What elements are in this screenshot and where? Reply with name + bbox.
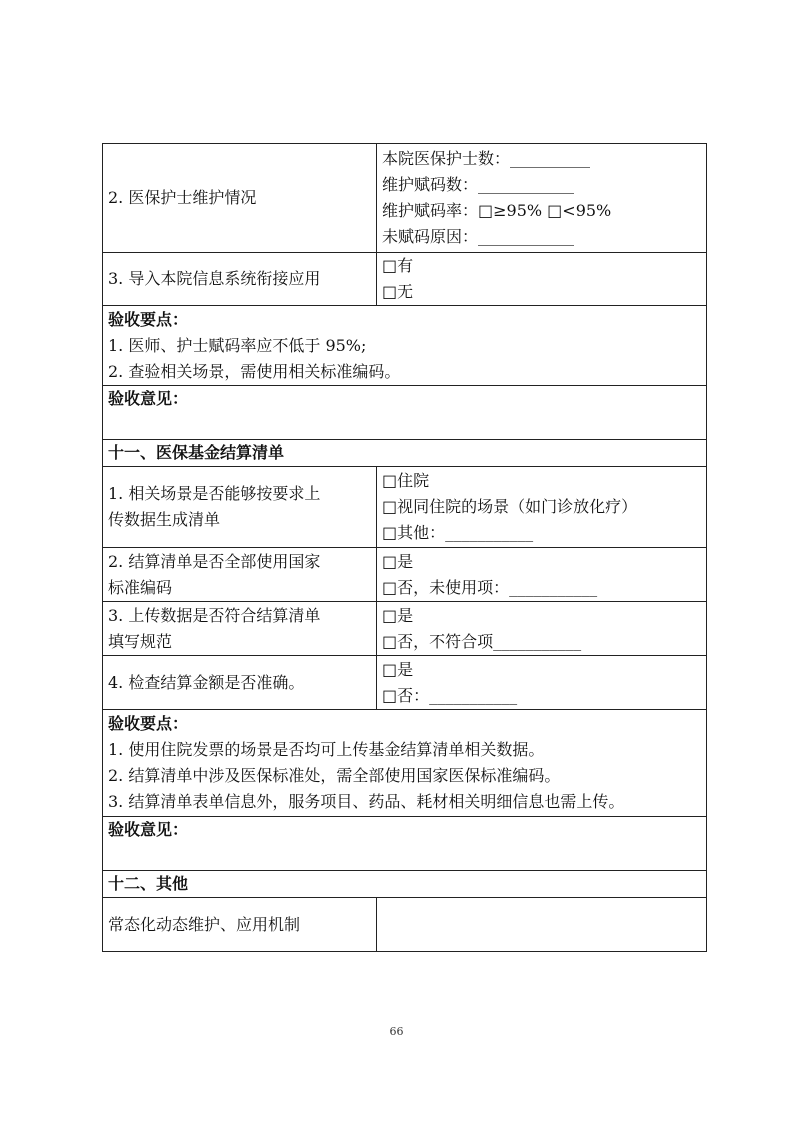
standard-code-options: [377, 548, 707, 602]
amount-check-row: [103, 656, 707, 710]
acceptance-point: 2. 结算清单中涉及医保标准处，需全部使用国家医保标准编码。: [108, 766, 561, 785]
section10-opinion-cell[interactable]: [103, 386, 707, 440]
section10-acceptance-row: [103, 306, 707, 386]
section11-heading: 十一、医保基金结算清单: [103, 440, 707, 467]
label-line: 填写规范: [108, 631, 173, 651]
acceptance-title: 验收要点：: [108, 714, 189, 733]
section11-heading-row: [103, 440, 707, 467]
maintenance-label: 常态化动态维护、应用机制: [103, 898, 377, 952]
coded-count-field[interactable]: 维护赋码数：____________: [382, 175, 575, 194]
section11-acceptance-cell: [103, 710, 707, 817]
nurse-count-field[interactable]: 本院医保护士数：__________: [382, 149, 591, 168]
yes-checkbox[interactable]: □是: [382, 551, 414, 571]
scenario-row: [103, 467, 707, 548]
import-options: [377, 253, 707, 306]
import-no-checkbox[interactable]: □无: [382, 282, 414, 301]
coding-rate-checkboxes[interactable]: 维护赋码率：□≥95% □<95%: [382, 201, 612, 220]
upload-spec-label: [103, 602, 377, 656]
standard-code-label: [103, 548, 377, 602]
opinion-title: 验收意见：: [108, 820, 189, 839]
opinion-title: 验收意见：: [108, 389, 189, 408]
label-line: 1. 相关场景是否能够按要求上: [108, 484, 321, 503]
nursing-row: [103, 144, 707, 253]
label-line: 3. 上传数据是否符合结算清单: [108, 605, 321, 625]
acceptance-point: 2. 查验相关场景，需使用相关标准编码。: [108, 361, 401, 381]
other-checkbox[interactable]: □其他：___________: [382, 523, 534, 542]
no-checkbox[interactable]: □否，未使用项：___________: [382, 577, 598, 597]
standard-code-row: [103, 548, 707, 602]
import-yes-checkbox[interactable]: □有: [382, 256, 414, 275]
quasi-inpatient-checkbox[interactable]: □视同住院的场景（如门诊放化疗）: [382, 497, 638, 516]
upload-spec-options: [377, 602, 707, 656]
section11-opinion-row: [103, 817, 707, 871]
import-row: [103, 253, 707, 306]
section11-acceptance-row: [103, 710, 707, 817]
nursing-fields: [377, 144, 707, 253]
acceptance-point: 3. 结算清单表单信息外，服务项目、药品、耗材相关明细信息也需上传。: [108, 792, 625, 811]
section11-opinion-cell[interactable]: [103, 817, 707, 871]
section12-heading: 十二、其他: [103, 871, 707, 898]
inpatient-checkbox[interactable]: □住院: [382, 471, 430, 490]
amount-check-label: [103, 656, 377, 710]
amount-check-options: [377, 656, 707, 710]
label-line: 4. 检查结算金额是否准确。: [108, 672, 305, 692]
acceptance-form-table: [102, 143, 707, 952]
yes-checkbox[interactable]: □是: [382, 605, 414, 625]
scenario-options: [377, 467, 707, 548]
import-label: 3. 导入本院信息系统衔接应用: [103, 253, 377, 306]
page-number: 66: [389, 1025, 404, 1038]
acceptance-point: 1. 使用住院发票的场景是否均可上传基金结算清单相关数据。: [108, 740, 545, 759]
acceptance-title: 验收要点：: [108, 309, 189, 329]
section10-acceptance-cell: [103, 306, 707, 386]
acceptance-point: 1. 医师、护士赋码率应不低于 95%;: [108, 335, 367, 355]
upload-spec-row: [103, 602, 707, 656]
nursing-label: 2. 医保护士维护情况: [103, 144, 377, 253]
uncoded-reason-field[interactable]: 未赋码原因：____________: [382, 227, 575, 246]
maintenance-value[interactable]: [377, 898, 707, 952]
scenario-label: [103, 467, 377, 548]
maintenance-row: [103, 898, 707, 952]
label-line: 标准编码: [108, 577, 173, 597]
label-line: 2. 结算清单是否全部使用国家: [108, 551, 321, 571]
section12-heading-row: [103, 871, 707, 898]
no-checkbox[interactable]: □否：___________: [382, 685, 518, 705]
label-line: 传数据生成清单: [108, 510, 221, 529]
no-checkbox[interactable]: □否，不符合项___________: [382, 631, 582, 651]
yes-checkbox[interactable]: □是: [382, 659, 414, 679]
section10-opinion-row: [103, 386, 707, 440]
